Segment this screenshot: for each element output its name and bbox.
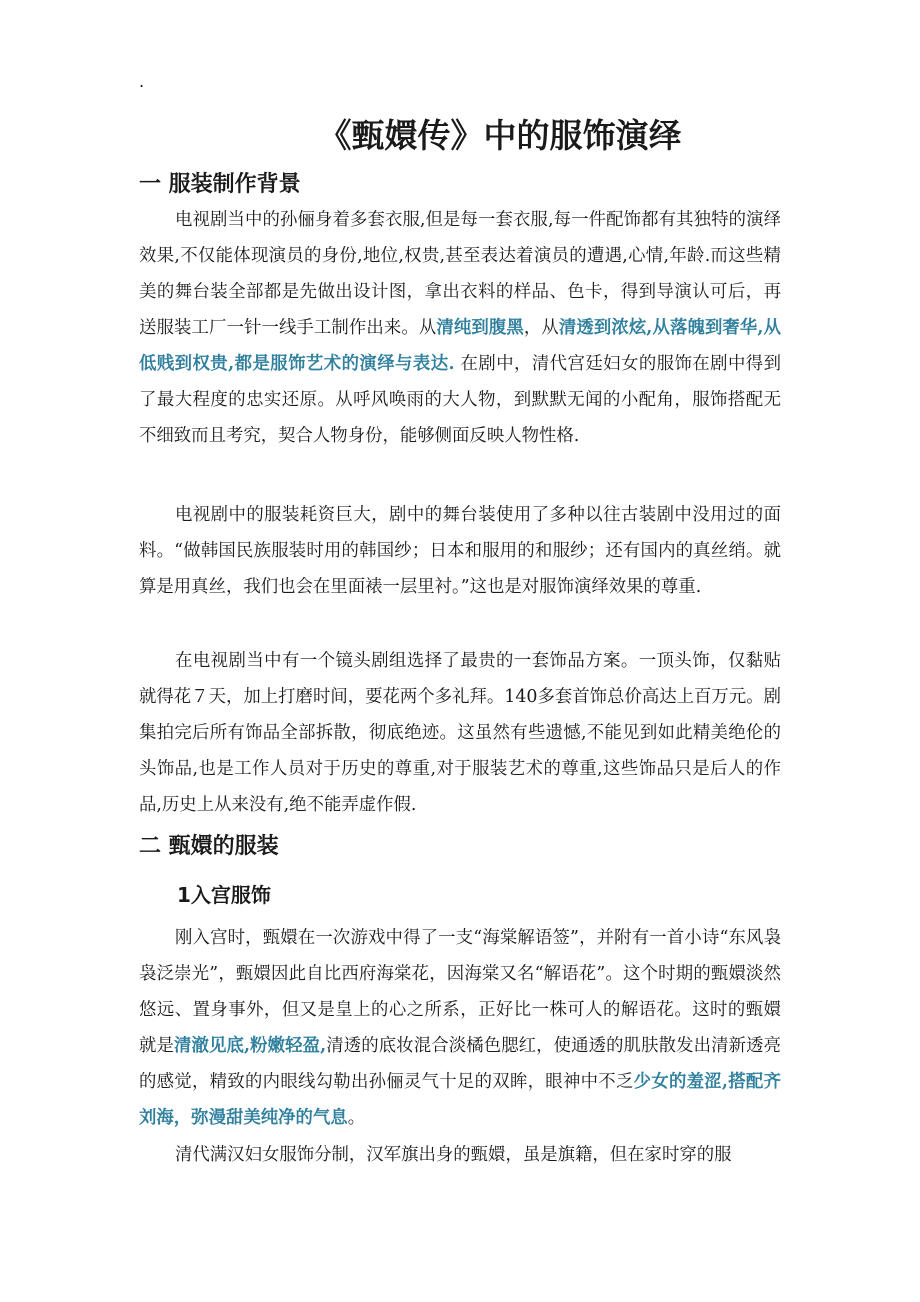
paragraph-text: 。 [347,1108,366,1128]
section-heading-2: 二 甄嬛的服装 [139,834,279,859]
subsection-heading: 1入宫服饰 [177,883,271,907]
highlight-text: 清纯到腹黑 [436,318,524,338]
page-marker: . [139,72,145,91]
paragraph-costume-production [139,202,781,454]
paragraph-entering-palace [139,920,781,1136]
paragraph-text: 清透的底妆混合淡橘色腮红，使通透的肌肤散发出清新透亮的感觉，精致的内眼线勾勒出孙俪灵气十足的双眸，眼神中不乏 [139,1036,781,1092]
paragraph-jewelry: 在电视剧当中有一个镜头剧组选择了最贵的一套饰品方案。一顶头饰，仅黏贴就得花７天，加上打磨时间，要花两个多礼拜。140多套首饰总价高达上百万元。剧集拍完后所有饰品全部拆散，彻底绝迹。这虽然有些遗憾,不能见到如此精美绝伦的头饰品,也是工作人员对于历史的尊重,对于服装艺术的尊重,这些饰品只是后人的作品,历史上从来没有,绝不能弄虚作假. [139,651,781,815]
section-heading-1: 一 服装制作背景 [139,172,301,197]
paragraph-text: 电视剧当中的孙俪身着多套衣服,但是每一套衣服,每一件配饰都有其独特的演绎效果,不仅能体现演员的身份,地位,权贵,甚至表达着演员的遭遇,心情,年龄.而这些精美的舞台装全部都是先做出设计图，拿出衣料的样品、色卡，得到导演认可后，再送服装工厂一针一线手工制作出来。从 [139,210,781,338]
highlight-text: 少女的羞涩,搭配齐刘海，弥漫甜美纯净的气息 [139,1072,781,1128]
paragraph-qing-dress: 清代满汉妇女服饰分制，汉军旗出身的甄嬛，虽是旗籍，但在家时穿的服 [175,1145,732,1165]
paragraph-text: 刚入宫时，甄嬛在一次游戏中得了一支“海棠解语签”，并附有一首小诗“东风袅袅泛崇光”，甄嬛因此自比西府海棠花，因海棠又名“解语花”。这个时期的甄嬛淡然悠远、置身事外，但又是皇上的心之所系，正好比一株可人的解语花。这时的甄嬛就是 [139,928,781,1056]
paragraph-text: 在剧中，清代宫廷妇女的服饰在剧中得到了最大程度的忠实还原。从呼风唤雨的大人物，到默默无闻的小配角，服饰搭配无不细致而且考究，契合人物身份，能够侧面反映人物性格. [139,354,781,446]
document-title: 《甄嬛传》中的服饰演绎 [318,116,682,155]
paragraph-text: ，从 [523,318,559,338]
highlight-text: 清透到浓炫,从落魄到奢华,从低贱到权贵,都是服饰艺术的演绎与表达. [139,318,781,374]
paragraph-fabric-cost: 电视剧中的服装耗资巨大，剧中的舞台装使用了多种以往古装剧中没用过的面料。“做韩国民族服装时用的韩国纱；日本和服用的和服纱；还有国内的真丝绡。就算是用真丝，我们也会在里面裱一层里衬。”这也是对服饰演绎效果的尊重. [139,505,781,597]
highlight-text: 清澈见底,粉嫩轻盈, [174,1036,327,1056]
